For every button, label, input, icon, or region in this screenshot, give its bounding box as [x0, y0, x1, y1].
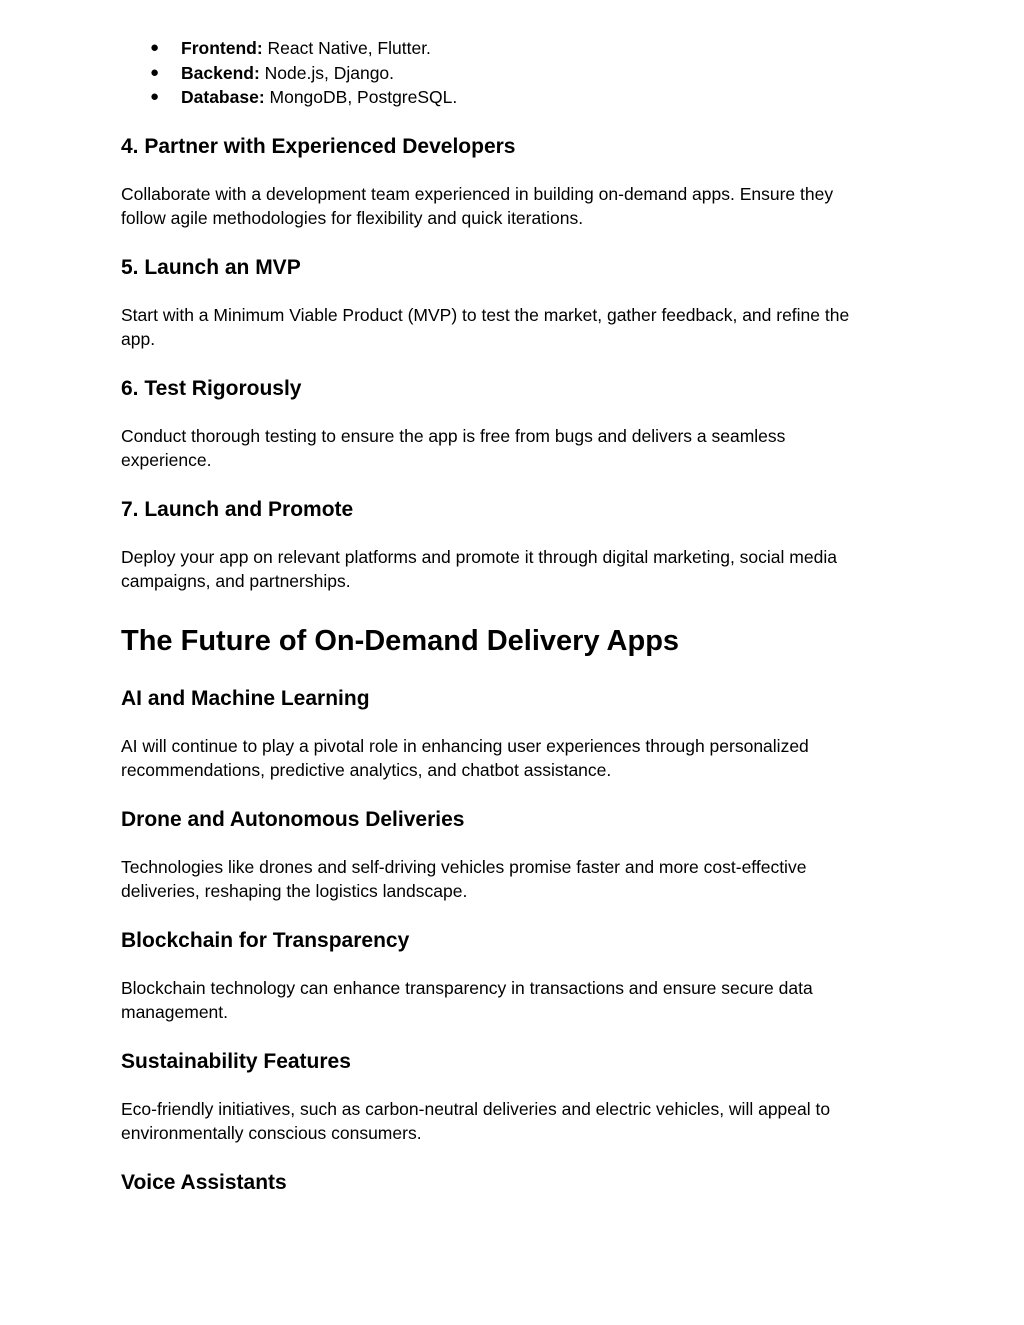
step-heading: 6. Test Rigorously: [121, 377, 302, 400]
bullet-label: Database:: [181, 87, 265, 107]
step-heading: 5. Launch an MVP: [121, 256, 301, 279]
step-body: [121, 424, 911, 473]
step-body: [121, 182, 911, 231]
body-line: environmentally conscious consumers.: [121, 1123, 422, 1144]
body-line: AI will continue to play a pivotal role in enhancing user experiences through personalized: [121, 736, 809, 756]
body-line: campaigns, and partnerships.: [121, 571, 351, 592]
body-line: Conduct thorough testing to ensure the app is free from bugs and delivers a seamless: [121, 426, 786, 446]
bullet-dot-icon: ●: [150, 64, 160, 81]
subsection-heading: Blockchain for Transparency: [121, 929, 410, 952]
body-line: Collaborate with a development team experienced in building on-demand apps. Ensure they: [121, 184, 834, 204]
body-line: deliveries, reshaping the logistics landscape.: [121, 881, 468, 902]
subsection-heading: Voice Assistants: [121, 1171, 287, 1194]
body-line: app.: [121, 329, 156, 350]
bullet-label: Backend:: [181, 63, 260, 83]
subsection-heading: AI and Machine Learning: [121, 687, 370, 710]
body-line: recommendations, predictive analytics, and chatbot assistance.: [121, 760, 612, 781]
bullet-value: Node.js, Django.: [259, 63, 395, 83]
bullet-value: React Native, Flutter.: [262, 38, 431, 58]
subsection-heading: Sustainability Features: [121, 1050, 351, 1073]
section-title: The Future of On-Demand Delivery Apps: [121, 625, 680, 657]
subsection-body: [121, 855, 911, 904]
bullet-label: Frontend:: [181, 38, 263, 58]
subsection-heading: Drone and Autonomous Deliveries: [121, 808, 465, 831]
body-line: Deploy your app on relevant platforms and promote it through digital marketing, social media: [121, 547, 837, 567]
body-line: follow agile methodologies for flexibility and quick iterations.: [121, 208, 584, 229]
step-heading: 4. Partner with Experienced Developers: [121, 135, 516, 158]
body-line: experience.: [121, 450, 212, 471]
subsection-body: [121, 976, 911, 1025]
body-line: Technologies like drones and self-driving vehicles promise faster and more cost-effective: [121, 857, 807, 877]
step-body: [121, 303, 911, 352]
body-line: management.: [121, 1002, 229, 1023]
step-body: [121, 545, 911, 594]
bullet-dot-icon: ●: [150, 39, 160, 56]
body-line: Blockchain technology can enhance transparency in transactions and ensure secure data: [121, 978, 813, 998]
bullet-dot-icon: ●: [150, 88, 160, 105]
body-line: Start with a Minimum Viable Product (MVP) to test the market, gather feedback, and refine the: [121, 305, 850, 325]
subsection-body: [121, 1097, 911, 1146]
bullet-value: MongoDB, PostgreSQL.: [264, 87, 458, 107]
subsection-body: [121, 734, 911, 783]
step-heading: 7. Launch and Promote: [121, 498, 354, 521]
body-line: Eco-friendly initiatives, such as carbon-neutral deliveries and electric vehicles, will appeal to: [121, 1099, 831, 1119]
